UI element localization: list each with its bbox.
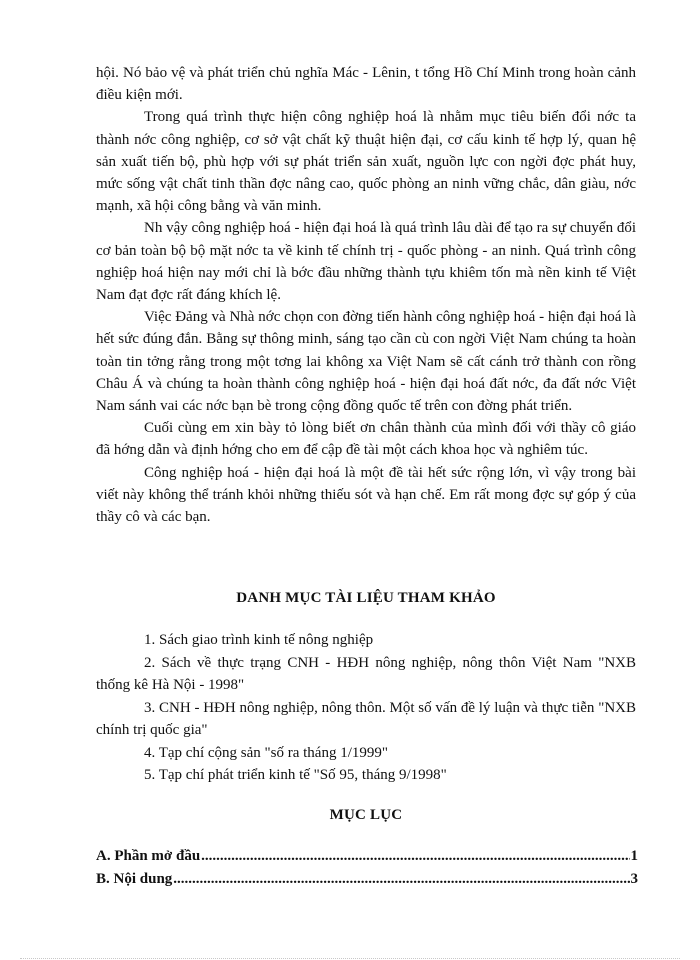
reference-item: 2. Sách về thực trạng CNH - HĐH nông nghiệp, nông thôn Việt Nam "NXB thống kê Hà Nội - 1998": [96, 654, 636, 693]
page-bottom-rule: [20, 958, 680, 959]
toc-title: MỤC LỤC: [329, 807, 403, 823]
paragraph-closing: Công nghiệp hoá - hiện đại hoá là một đề tài hết sức rộng lớn, vì vậy trong bài viết này không thể tránh khỏi những thiếu sót và hạn chế. Em rất mong đợc sự góp ý của thầy cô và các bạn.: [96, 464, 636, 526]
references-list: [96, 629, 636, 787]
toc-entry-page: 1: [630, 848, 638, 864]
reference-item: 4. Tạp chí cộng sản "số ra tháng 1/1999": [144, 744, 389, 761]
reference-item: 5. Tạp chí phát triển kinh tế "Số 95, tháng 9/1998": [144, 767, 447, 783]
table-of-contents: [96, 845, 638, 891]
paragraph-party-state: Việc Đảng và Nhà nớc chọn con đờng tiến hành công nghiệp hoá - hiện đại hoá là hết sức đúng đắn. Bằng sự thông minh, sáng tạo cần cù con ngời Việt Nam chúng ta hoàn toàn tin tởng rằng trong một tơng lai không xa Việt Nam sẽ cất cánh trở thành con rồng Châu Á và chúng ta hoàn thành công nghiệp hoá - hiện đại hoá đất nớc, đa đất nớc Việt Nam sánh vai các nớc bạn bè trong cộng đồng quốc tế trên con đờng phát triển.: [96, 309, 636, 415]
toc-entry-label: A. Phần mở đầu: [96, 848, 201, 864]
toc-entry-page: 3: [630, 871, 638, 887]
body-text: [96, 62, 636, 528]
toc-entry-introduction[interactable]: [96, 845, 638, 868]
toc-dot-leader: [201, 845, 629, 868]
toc-entry-label: B. Nội dung: [96, 871, 173, 887]
reference-item: 3. CNH - HĐH nông nghiệp, nông thôn. Một số vấn đề lý luận và thực tiễn "NXB chính trị quốc gia": [96, 699, 636, 738]
references-title: DANH MỤC TÀI LIỆU THAM KHẢO: [236, 590, 496, 606]
paragraph-long-process: Nh vậy công nghiệp hoá - hiện đại hoá là quá trình lâu dài để tạo ra sự chuyển đổi cơ bản toàn bộ bộ mặt nớc ta về kinh tế chính trị - quốc phòng - an ninh. Quá trình công nghiệp hoá hiện nay mới chỉ là bớc đầu những thành tựu khiêm tốn mà nền kinh tế Việt Nam đạt đợc rất đáng khích lệ.: [96, 220, 636, 304]
paragraph-industrialization-goal: Trong quá trình thực hiện công nghiệp hoá là nhằm mục tiêu biến đổi nớc ta thành nớc công nghiệp, cơ sở vật chất kỹ thuật hiện đại, cơ cấu kinh tế hợp lý, quan hệ sản xuất tiến bộ, phù hợp với sự phát triển sản xuất, nguồn lực con ngời đợc phát huy, mức sống vật chất tinh thần đợc nâng cao, quốc phòng an ninh vững chắc, dân giàu, nớc mạnh, xã hội công bằng và văn minh.: [96, 109, 636, 215]
reference-item: 1. Sách giao trình kinh tế nông nghiệp: [144, 632, 374, 648]
toc-dot-leader: [173, 868, 629, 891]
paragraph-gratitude: Cuối cùng em xin bày tỏ lòng biết ơn chân thành của mình đối với thầy cô giáo đã hớng dẫn và định hớng cho em để cập đề tài một cách khoa học và nghiêm túc.: [96, 420, 636, 459]
toc-entry-content[interactable]: [96, 868, 638, 891]
paragraph-continuation: hội. Nó bảo vệ và phát triển chủ nghĩa Mác - Lênin, t tổng Hồ Chí Minh trong hoàn cảnh điều kiện mới.: [96, 65, 636, 104]
